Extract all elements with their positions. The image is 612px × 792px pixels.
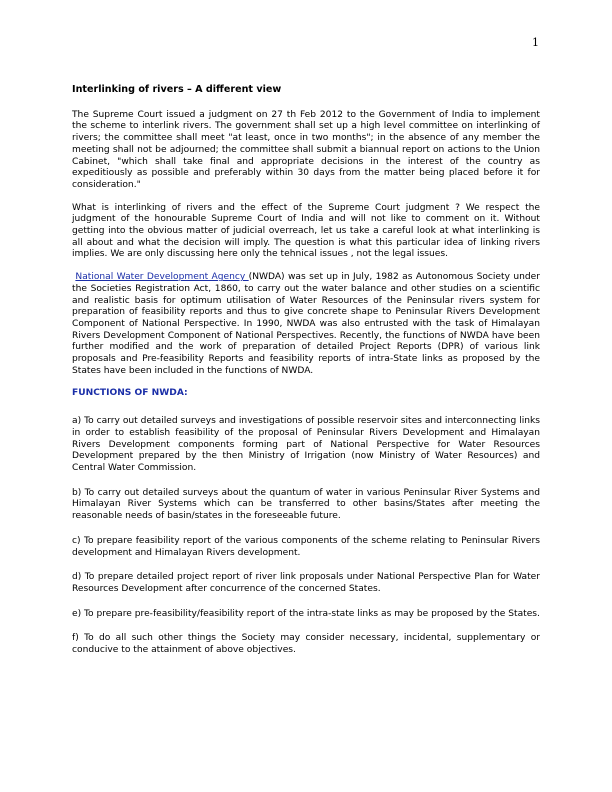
nwda-link[interactable]: National Water Development Agency: [75, 272, 249, 283]
intro-paragraph: The Supreme Court issued a judgment on 27 th Feb 2012 to the Government of India to implement the scheme to interlink rivers. The government shall set up a high level committee on interlinking of rivers; the committee shall meet "at least, once in two months"; in the absence of any member the meeting shall not be adjourned; the committee shall submit a biannual report on actions to the Union Cabinet, "which shall take final and appropriate decisions in the interest of the country as expeditiously as possible and preferably within 30 days from the matter being placed before it for consideration.": [72, 109, 540, 190]
document-body: [72, 84, 540, 670]
functions-heading: FUNCTIONS OF NWDA:: [72, 388, 188, 399]
document-title: Interlinking of rivers – A different view: [72, 84, 282, 95]
function-item-c: c) To prepare feasibility report of the various components of the scheme relating to Peninsular Rivers development and Himalayan Rivers development.: [72, 535, 540, 558]
function-item-a: a) To carry out detailed surveys and investigations of possible reservoir sites and interconnecting links in order to establish feasibility of the proposal of Peninsular Rivers Development and Himalayan Rivers Development components forming part of National Perspective for Water Resources Development prepared by the then Ministry of Irrigation (now Ministry of Water Resources) and Central Water Commission.: [72, 416, 540, 473]
question-paragraph: What is interlinking of rivers and the effect of the Supreme Court judgment ? We respect the judgment of the honourable Supreme Court of India and will not like to comment on it. Without getting into the obvious matter of judicial overreach, let us take a careful look at what interlinking is all about and what the decision will imply. The question is what this particular idea of linking rivers implies. We are only discussing here only the tehnical issues , not the legal issues.: [72, 202, 540, 260]
function-item-f: f) To do all such other things the Society may consider necessary, incidental, supplementary or conducive to the attainment of above objectives.: [72, 633, 540, 656]
function-item-e: e) To prepare pre-feasibility/feasibility report of the intra-state links as may be proposed by the States.: [72, 608, 540, 619]
nwda-paragraph: [72, 272, 540, 377]
function-item-b: b) To carry out detailed surveys about the quantum of water in various Peninsular River Systems and Himalayan River Systems which can be transferred to other basins/States after meeting the reasonable needs of basin/states in the foreseeable future.: [72, 487, 540, 522]
nwda-paragraph-text: (NWDA) was set up in July, 1982 as Autonomous Society under the Societies Registration Act, 1860, to carry out the water balance and other studies on a scientific and realistic basis for optimum utilisation of Water Resources of the Peninsular rivers system for preparation of feasibility reports and thus to give concrete shape to Peninsular Rivers Development Component of National Perspective. In 1990, NWDA was also entrusted with the task of Himalayan Rivers Development Component of National Perspectives. Recently, the functions of NWDA have been further modified and the work of preparation of detailed Project Reports (DPR) of various link proposals and Pre-feasibility Reports and feasibility reports of intra-State links as proposed by the States have been included in the functions of NWDA.: [72, 272, 540, 376]
page-number: 1: [532, 36, 539, 49]
function-item-d: d) To prepare detailed project report of river link proposals under National Perspective Plan for Water Resources Development after concurrence of the concerned States.: [72, 572, 540, 594]
